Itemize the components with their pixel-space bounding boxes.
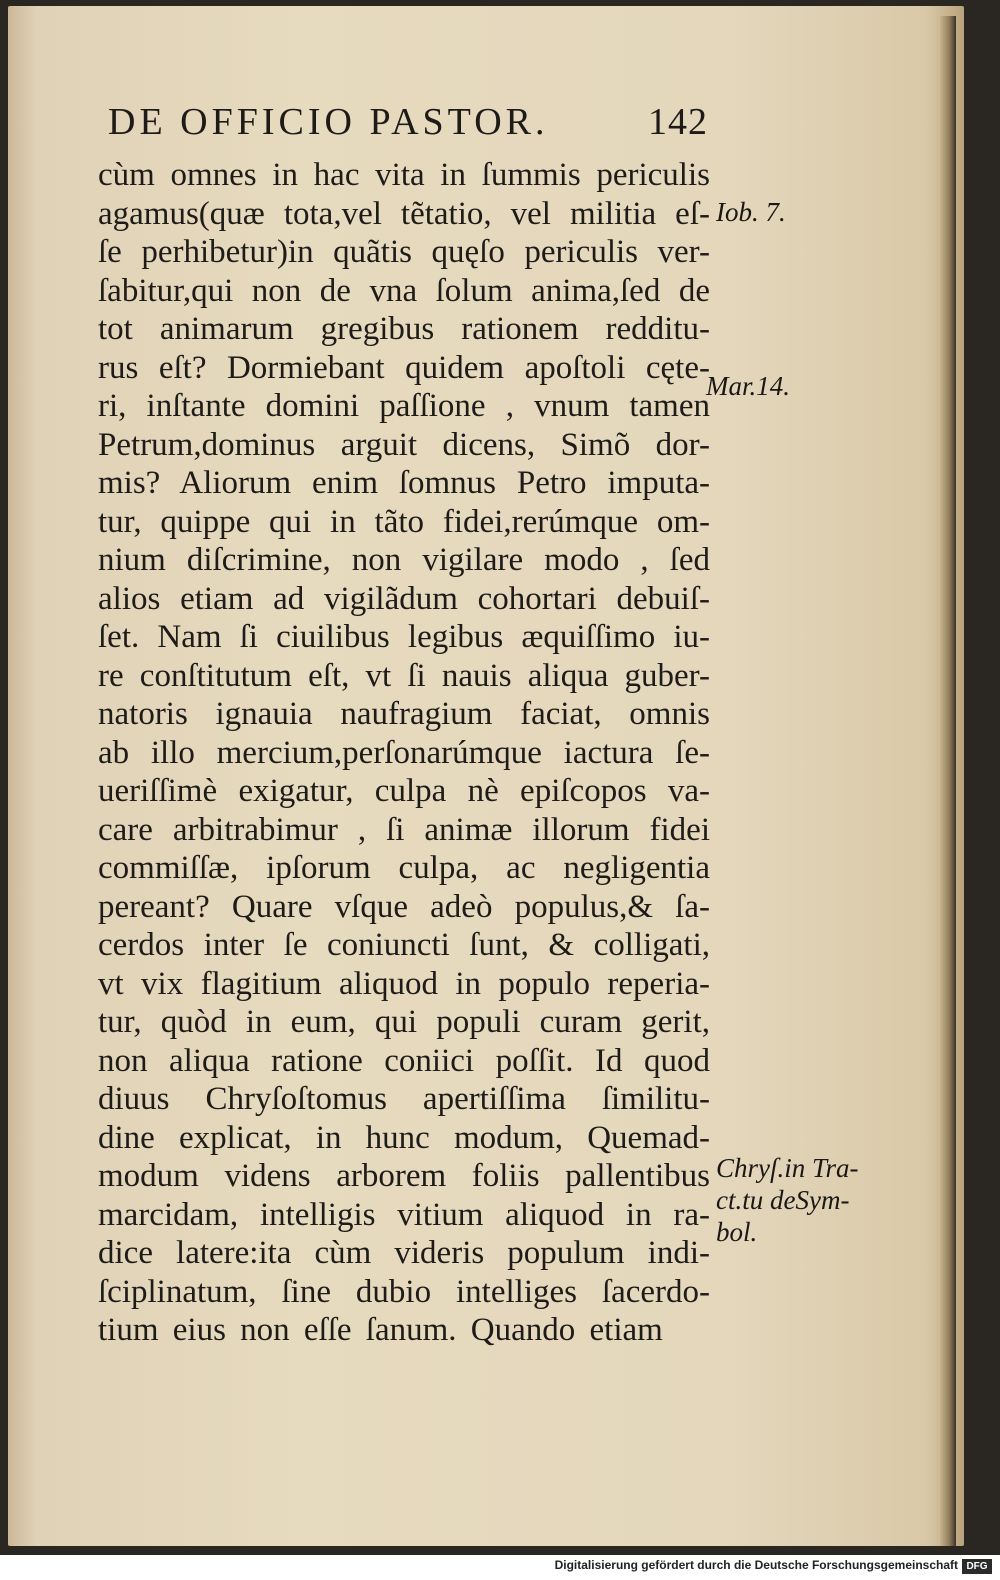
dfg-logo: DFG: [962, 1559, 992, 1574]
text-line: cerdos inter ſe coniuncti ſunt, & colligati,: [98, 927, 710, 963]
text-line: Petrum,dominus arguit dicens, Simõ dor-: [98, 426, 710, 463]
text-line: modum videns arborem foliis pallentibus: [98, 1158, 710, 1194]
text-line: natoris ignauia naufragium faciat, omnis: [98, 696, 710, 732]
text-line: tur, quòd in eum, qui populi curam gerit,: [98, 1004, 710, 1040]
page-edge-shadow: [940, 16, 956, 1546]
running-head: [108, 100, 708, 150]
show-through-smudge: [760, 706, 860, 722]
marginal-note-chrysostom: [716, 1152, 896, 1248]
text-line: vt vix flagitium aliquod in populo reperia-: [98, 965, 710, 1002]
text-line: ſabitur,qui non de vna ſolum anima,ſed de: [98, 272, 710, 309]
text-line: ri, inſtante domini paſſione , vnum tamen: [98, 388, 710, 424]
marginal-note-line: ct.tu deSym-: [716, 1185, 850, 1215]
text-line: rus eſt? Dormiebant quidem apoſtoli cęte-: [98, 349, 710, 386]
text-line: tur, quippe qui in tãto fidei,rerúmque om-: [98, 503, 710, 540]
text-line: tium eius non eſſe ſanum. Quando etiam: [98, 1312, 663, 1348]
marginal-note-mark: Mar.14.: [706, 371, 791, 401]
text-line: mis? Aliorum enim ſomnus Petro imputa-: [98, 465, 710, 501]
digitization-credit: Digitalisierung gefördert durch die Deutsche Forschungsgemeinschaft: [554, 1558, 958, 1572]
text-line: ab illo mercium,perſonarúmque iactura ſe-: [98, 734, 710, 771]
marginal-note-line: Chryſ.in Tra-: [716, 1153, 859, 1183]
marginal-note-line: bol.: [716, 1217, 758, 1247]
text-line: dice latere:ita cùm videris populum indi-: [98, 1235, 710, 1271]
text-line: re conſtitutum eſt, vt ſi nauis aliqua guber-: [98, 657, 710, 694]
text-line: ſe perhibetur)in quãtis quęſo periculis ver-: [98, 234, 710, 270]
page-number: 142: [648, 101, 708, 143]
text-line: dine explicat, in hunc modum, Quemad-: [98, 1119, 710, 1156]
running-head-title: DE OFFICIO PASTOR.: [108, 101, 549, 143]
text-line: agamus(quæ tota,vel tẽtatio, vel militia eſ-: [98, 195, 710, 232]
text-line: commiſſæ, ipſorum culpa, ac negligentia: [98, 850, 710, 886]
text-line: non aliqua ratione coniici poſſit. Id quod: [98, 1042, 710, 1079]
text-line: pereant? Quare vſque adeò populus,& ſa-: [98, 888, 710, 925]
text-line: ſet. Nam ſi ciuilibus legibus æquiſſimo iu-: [98, 619, 710, 655]
text-line: cùm omnes in hac vita in ſummis periculis: [98, 157, 710, 193]
body-text: [98, 156, 710, 1350]
text-line: diuus Chryſoſtomus apertiſſima ſimilitu-: [98, 1081, 710, 1117]
text-line: alios etiam ad vigilãdum cohortari debuiſ-: [98, 580, 710, 617]
marginal-note-job: Iob. 7.: [716, 197, 786, 227]
text-line: tot animarum gregibus rationem redditu-: [98, 311, 710, 347]
text-line: ſciplinatum, ſine dubio intelliges ſacerdo-: [98, 1273, 710, 1310]
text-line: marcidam, intelligis vitium aliquod in ra-: [98, 1196, 710, 1233]
text-line: care arbitrabimur , ſi animæ illorum fidei: [98, 811, 710, 848]
text-line: nium diſcrimine, non vigilare modo , ſed: [98, 542, 710, 578]
text-line: ueriſſimè exigatur, culpa nè epiſcopos va-: [98, 773, 710, 809]
